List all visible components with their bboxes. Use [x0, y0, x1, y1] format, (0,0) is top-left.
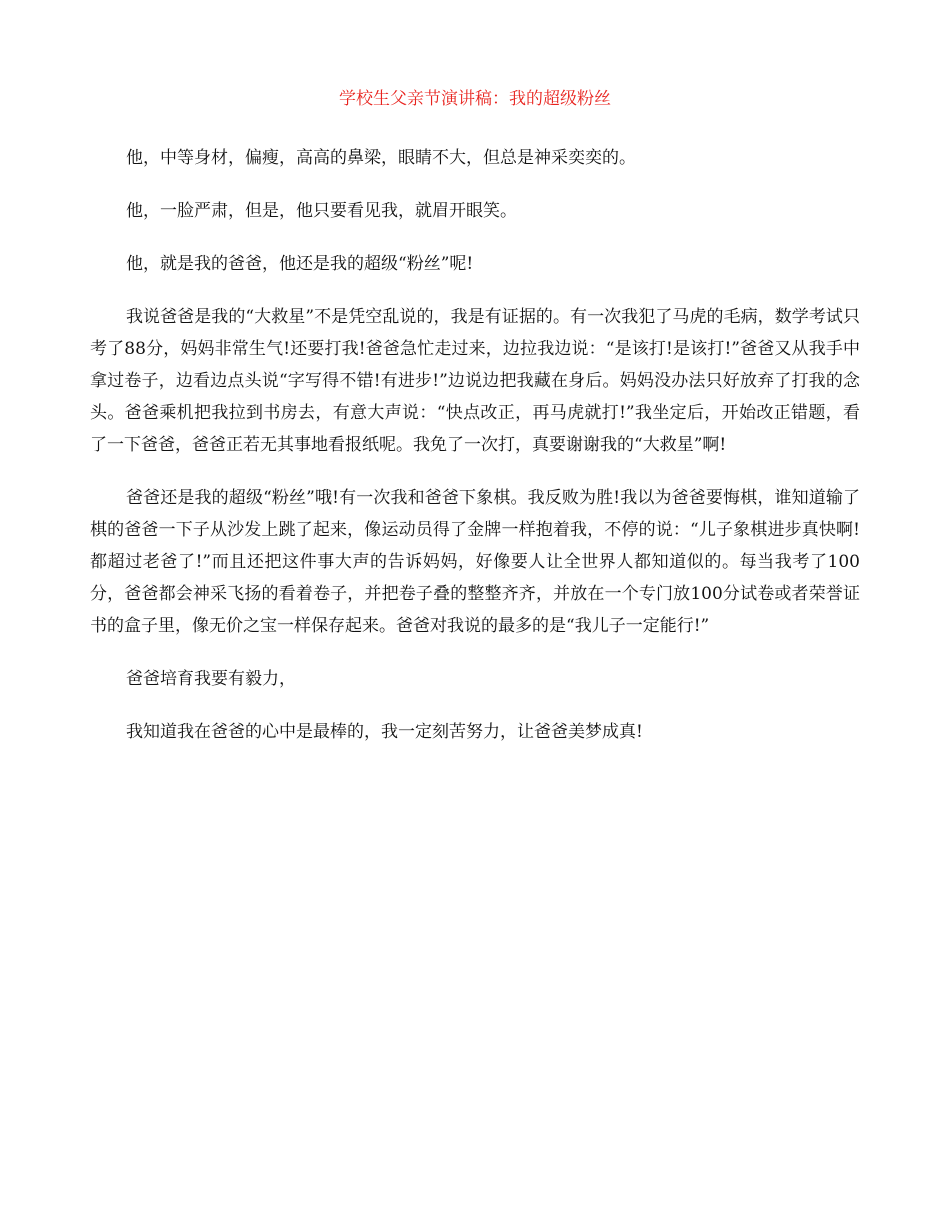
paragraph-7: 我知道我在爸爸的心中是最棒的，我一定刻苦努力，让爸爸美梦成真! — [126, 722, 643, 742]
paragraph-2: 他，一脸严肃，但是，他只要看见我，就眉开眼笑。 — [126, 201, 517, 221]
paragraph-4: 我说爸爸是我的“大救星”不是凭空乱说的，我是有证据的。有一次我犯了马虎的毛病，数学考试只考了88分，妈妈非常生气!还要打我!爸爸急忙走过来，边拉我边说：“是该打!是该打!”爸爸又从我手中拿过卷子，边看边点头说“字写得不错!有进步!”边说边把我藏在身后。妈妈没办法只好放弃了打我的念头。爸爸乘机把我拉到书房去，有意大声说：“快点改正，再马虎就打!”我坐定后，开始改正错题，看了一下爸爸，爸爸正若无其事地看报纸呢。我免了一次打，真要谢谢我的“大救星”啊! — [90, 307, 860, 455]
paragraph-5: 爸爸还是我的超级“粉丝”哦!有一次我和爸爸下象棋。我反败为胜!我以为爸爸要悔棋，谁知道输了棋的爸爸一下子从沙发上跳了起来，像运动员得了金牌一样抱着我，不停的说：“儿子象棋进步真快啊!都超过老爸了!”而且还把这件事大声的告诉妈妈，好像要人让全世界人都知道似的。每当我考了100分，爸爸都会神采飞扬的看着卷子，并把卷子叠的整整齐齐，并放在一个专门放100分试卷或者荣誉证书的盒子里，像无价之宝一样保存起来。爸爸对我说的最多的是“我儿子一定能行!” — [90, 488, 860, 636]
paragraph-6: 爸爸培育我要有毅力， — [126, 669, 296, 689]
paragraph-3: 他，就是我的爸爸，他还是我的超级“粉丝”呢! — [126, 254, 474, 274]
paragraph-1: 他，中等身材，偏瘦，高高的鼻梁，眼睛不大，但总是神采奕奕的。 — [126, 148, 636, 168]
document-body — [90, 142, 860, 769]
document-title: 学校生父亲节演讲稿：我的超级粉丝 — [339, 89, 611, 109]
